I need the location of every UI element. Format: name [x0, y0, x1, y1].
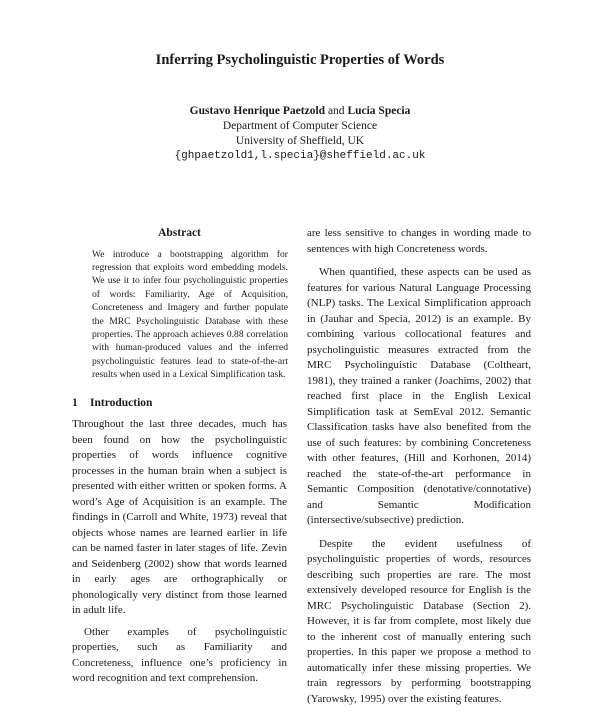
- right-column: [307, 226, 531, 715]
- university: University of Sheffield, UK: [235, 135, 365, 147]
- right-paragraph-1: When quantified, these aspects can be used as features for various Natural Language Processing (NLP) tasks. The Lexical Simplification approach in (Jauhar and Specia, 2012) is an example. By combining various collocational features and psycholinguistic measures extracted from the MRC Psycholinguistic Database (Coltheart, 1981), they trained a ranker (Joachims, 2002) that reached first place in the English Lexical Simplification task at SemEval 2012. Semantic Classification tasks have also benefited from the use of such features: by combining Concreteness with other features, (Hill and Korhonen, 2014) reached the state-of-the-art performance in Semantic Composition (denotative/connotative) and Semantic Modification (intersective/subsective) prediction.: [307, 266, 531, 526]
- section-title: Introduction: [90, 396, 153, 409]
- department: Department of Computer Science: [222, 120, 378, 132]
- right-paragraph-2: Despite the evident usefulness of psycholinguistic properties of words, resources describing such properties are rare. The most extensively developed resource for English is the MRC Psycholinguistic Database (Section 2). However, it is far from complete, most likely due to the inherent cost of manually entering such properties. In this paper we propose a method to automatically infer these missing properties. We train regressors by performing bootstrapping (Yarowsky, 1995) over the existing features.: [307, 537, 531, 705]
- intro-paragraph-2: Other examples of psycholinguistic properties, such as Familiarity and Concreteness, influence one’s proficiency in word recognition and text comprehension.: [72, 625, 287, 685]
- author-email: {ghpaetzold1,l.specia}@sheffield.ac.uk: [174, 150, 426, 162]
- author-2: Lucia Specia: [347, 105, 411, 117]
- author-block: [0, 104, 600, 164]
- section-number: 1: [72, 396, 78, 409]
- abstract-heading: Abstract: [158, 227, 201, 239]
- abstract-text: We introduce a bootstrapping algorithm for regression that exploits word embedding models. We use it to infer four psycholinguistic properties of words: Familiarity, Age of Acquisition, Concreteness and Imagery and further populate the MRC Psycholinguistic Database with these properties. The approach achieves 0.88 correlation with human-produced values and the inferred psycholinguistic features lead to state-of-the-art results when used in a Lexical Simplification task.: [92, 248, 288, 381]
- section-heading-introduction: [72, 396, 287, 412]
- left-column: [72, 226, 288, 685]
- author-1: Gustavo Henrique Paetzold: [189, 105, 326, 117]
- intro-paragraph-1: Throughout the last three decades, much has been found on how the psycholinguistic properties of words influence cognitive processes in the human brain when a subject is presented with either written or spoken forms. A word’s Age of Acquisition is an example. The findings in (Carroll and White, 1973) reveal that objects whose names are learned earlier in life can be named faster in later stages of life. Zevin and Seidenberg (2002) show that words learned in early ages are orthographically or phonologically very distinct from those learned in adult life.: [72, 418, 287, 617]
- paper-title: Inferring Psycholinguistic Properties of Words: [155, 52, 445, 68]
- author-conjunction: and: [327, 105, 345, 117]
- continued-paragraph: are less sensitive to changes in wording made to sentences with high Concreteness words.: [307, 227, 531, 255]
